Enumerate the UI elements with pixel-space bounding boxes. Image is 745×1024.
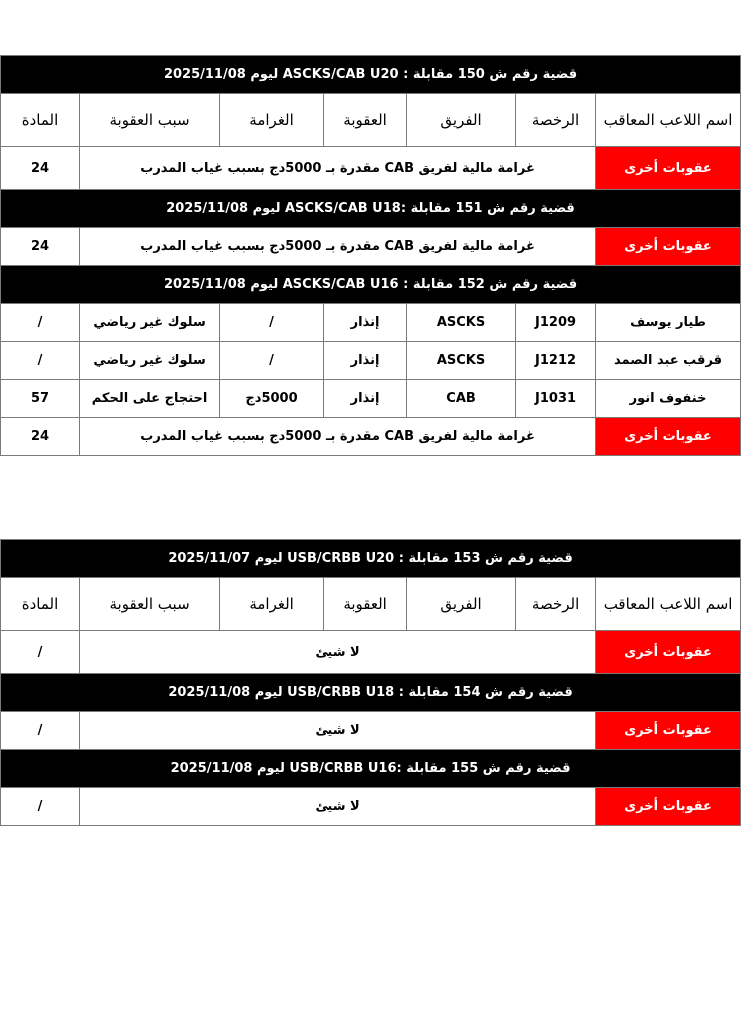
article-value: 24	[1, 418, 80, 456]
sanction: إنذار	[324, 342, 407, 380]
team: ASCKS	[407, 304, 516, 342]
col-player: اسم اللاعب المعاقب	[596, 94, 741, 147]
other-sanctions-label: عقوبات أخرى	[596, 228, 741, 266]
col-reason: سبب العقوبة	[80, 94, 220, 147]
table-row	[1, 380, 741, 418]
sanction: إنذار	[324, 304, 407, 342]
article-value: /	[1, 631, 80, 674]
fine: /	[220, 342, 324, 380]
article-value: /	[1, 342, 80, 380]
other-sanctions-row	[1, 631, 741, 674]
other-sanctions-text: لا شيئ	[80, 788, 596, 826]
col-license: الرخصة	[516, 578, 596, 631]
reason: سلوك غير رياضي	[80, 304, 220, 342]
player-name: طيار يوسف	[596, 304, 741, 342]
case-title: قضية رقم ش 152 مقابلة : ASCKS/CAB U16 ليوم 2025/11/08	[1, 266, 741, 304]
other-sanctions-row	[1, 147, 741, 190]
other-sanctions-row	[1, 418, 741, 456]
reason: احتجاج على الحكم	[80, 380, 220, 418]
article-value: /	[1, 788, 80, 826]
other-sanctions-text: غرامة مالية لفريق CAB مقدرة بـ 5000دج بسبب غياب المدرب	[80, 147, 596, 190]
case-title: قضية رقم ش 153 مقابلة : USB/CRBB U20 ليوم 2025/11/07	[1, 540, 741, 578]
col-license: الرخصة	[516, 94, 596, 147]
article-value: 57	[1, 380, 80, 418]
license: J1209	[516, 304, 596, 342]
case-title: قضية رقم ش 151 مقابلة :ASCKS/CAB U18 ليوم 2025/11/08	[1, 190, 741, 228]
col-sanction: العقوبة	[324, 94, 407, 147]
other-sanctions-row	[1, 712, 741, 750]
col-article: المادة	[1, 578, 80, 631]
sanctions-table-2	[0, 539, 741, 826]
table-row	[1, 304, 741, 342]
col-sanction: العقوبة	[324, 578, 407, 631]
table-row	[1, 342, 741, 380]
player-name: خنفوف انور	[596, 380, 741, 418]
license: J1031	[516, 380, 596, 418]
team: ASCKS	[407, 342, 516, 380]
other-sanctions-row	[1, 228, 741, 266]
article-value: 24	[1, 228, 80, 266]
other-sanctions-text: غرامة مالية لفريق CAB مقدرة بـ 5000دج بسبب غياب المدرب	[80, 228, 596, 266]
col-fine: الغرامة	[220, 578, 324, 631]
player-name: قرقب عبد الصمد	[596, 342, 741, 380]
other-sanctions-text: غرامة مالية لفريق CAB مقدرة بـ 5000دج بسبب غياب المدرب	[80, 418, 596, 456]
other-sanctions-label: عقوبات أخرى	[596, 788, 741, 826]
sanctions-table-1	[0, 55, 741, 456]
column-header-row	[1, 94, 741, 147]
col-reason: سبب العقوبة	[80, 578, 220, 631]
col-team: الفريق	[407, 578, 516, 631]
other-sanctions-label: عقوبات أخرى	[596, 147, 741, 190]
column-header-row	[1, 578, 741, 631]
other-sanctions-label: عقوبات أخرى	[596, 418, 741, 456]
case-title: قضية رقم ش 154 مقابلة : USB/CRBB U18 ليوم 2025/11/08	[1, 674, 741, 712]
case-title: قضية رقم ش 155 مقابلة :USB/CRBB U16 ليوم 2025/11/08	[1, 750, 741, 788]
other-sanctions-row	[1, 788, 741, 826]
col-team: الفريق	[407, 94, 516, 147]
other-sanctions-text: لا شيئ	[80, 631, 596, 674]
other-sanctions-text: لا شيئ	[80, 712, 596, 750]
reason: سلوك غير رياضي	[80, 342, 220, 380]
other-sanctions-label: عقوبات أخرى	[596, 712, 741, 750]
article-value: /	[1, 712, 80, 750]
article-value: /	[1, 304, 80, 342]
article-value: 24	[1, 147, 80, 190]
team: CAB	[407, 380, 516, 418]
fine: 5000دج	[220, 380, 324, 418]
sanction: إنذار	[324, 380, 407, 418]
other-sanctions-label: عقوبات أخرى	[596, 631, 741, 674]
case-title: قضية رقم ش 150 مقابلة : ASCKS/CAB U20 ليوم 2025/11/08	[1, 56, 741, 94]
col-player: اسم اللاعب المعاقب	[596, 578, 741, 631]
fine: /	[220, 304, 324, 342]
license: J1212	[516, 342, 596, 380]
col-article: المادة	[1, 94, 80, 147]
col-fine: الغرامة	[220, 94, 324, 147]
